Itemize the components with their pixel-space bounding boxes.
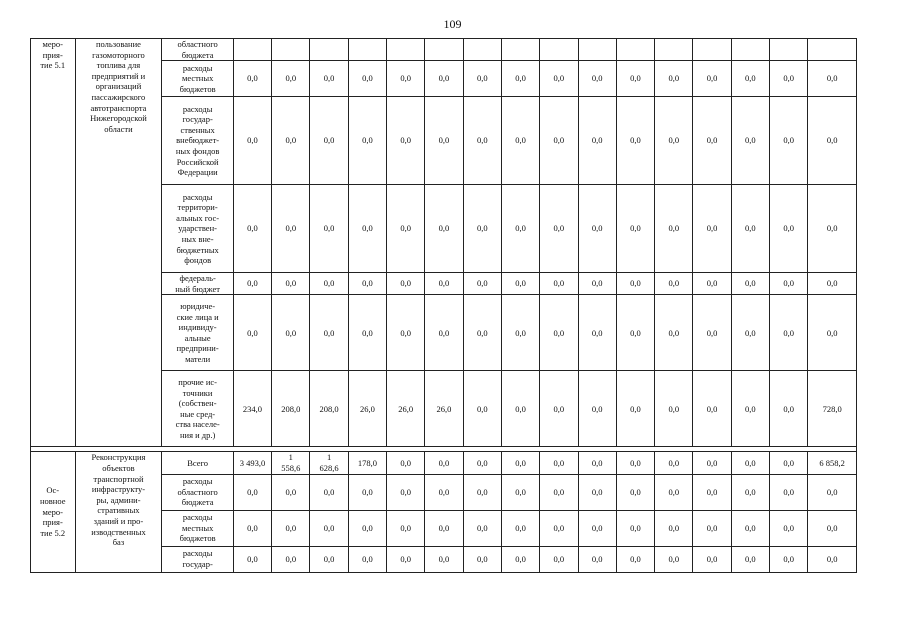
value-cell: 0,0: [272, 474, 310, 510]
value-cell: 0,0: [616, 61, 654, 97]
value-cell: [272, 39, 310, 61]
measure-cell: Ос- новное меро- прия- тие 5.2: [31, 452, 76, 572]
table-row: [31, 452, 857, 474]
funding-source-cell: областного бюджета: [162, 39, 233, 61]
value-cell: 0,0: [425, 546, 463, 572]
value-cell: 0,0: [808, 185, 857, 273]
value-cell: 0,0: [540, 295, 578, 371]
value-cell: 0,0: [501, 273, 539, 295]
value-cell: 0,0: [770, 273, 808, 295]
value-cell: [731, 39, 769, 61]
value-cell: 0,0: [770, 371, 808, 447]
value-cell: 0,0: [655, 510, 693, 546]
value-cell: 0,0: [387, 452, 425, 474]
value-cell: [655, 39, 693, 61]
value-cell: 0,0: [578, 97, 616, 185]
value-cell: 0,0: [578, 61, 616, 97]
value-cell: 0,0: [387, 273, 425, 295]
value-cell: 0,0: [540, 371, 578, 447]
value-cell: 208,0: [310, 371, 348, 447]
value-cell: 0,0: [655, 371, 693, 447]
value-cell: 0,0: [310, 61, 348, 97]
value-cell: 0,0: [540, 510, 578, 546]
value-cell: 0,0: [463, 185, 501, 273]
value-cell: 208,0: [272, 371, 310, 447]
value-cell: 0,0: [770, 295, 808, 371]
value-cell: 0,0: [463, 474, 501, 510]
value-cell: [387, 39, 425, 61]
value-cell: 0,0: [348, 97, 386, 185]
value-cell: 0,0: [616, 452, 654, 474]
value-cell: 0,0: [501, 452, 539, 474]
value-cell: 0,0: [578, 185, 616, 273]
value-cell: 0,0: [463, 546, 501, 572]
value-cell: 0,0: [501, 61, 539, 97]
value-cell: 0,0: [770, 474, 808, 510]
value-cell: 26,0: [348, 371, 386, 447]
value-cell: 0,0: [233, 474, 271, 510]
value-cell: 0,0: [616, 273, 654, 295]
page-number: 109: [443, 17, 462, 31]
value-cell: 0,0: [808, 61, 857, 97]
value-cell: 0,0: [731, 474, 769, 510]
value-cell: 0,0: [693, 546, 731, 572]
value-cell: 0,0: [693, 295, 731, 371]
value-cell: 234,0: [233, 371, 271, 447]
value-cell: 0,0: [310, 273, 348, 295]
value-cell: 0,0: [425, 97, 463, 185]
value-cell: 0,0: [693, 371, 731, 447]
value-cell: 0,0: [540, 474, 578, 510]
value-cell: 178,0: [348, 452, 386, 474]
value-cell: 0,0: [731, 97, 769, 185]
value-cell: 0,0: [731, 273, 769, 295]
value-cell: 0,0: [693, 61, 731, 97]
funding-source-cell: расходы государ-: [162, 546, 233, 572]
value-cell: 0,0: [272, 295, 310, 371]
funding-source-cell: расходы областного бюджета: [162, 474, 233, 510]
value-cell: 0,0: [501, 510, 539, 546]
value-cell: 0,0: [501, 97, 539, 185]
value-cell: 1 628,6: [310, 452, 348, 474]
value-cell: [540, 39, 578, 61]
value-cell: 0,0: [387, 510, 425, 546]
value-cell: 0,0: [425, 273, 463, 295]
value-cell: 0,0: [233, 61, 271, 97]
value-cell: 0,0: [616, 371, 654, 447]
value-cell: 0,0: [616, 474, 654, 510]
value-cell: 0,0: [233, 273, 271, 295]
value-cell: 0,0: [616, 546, 654, 572]
value-cell: 0,0: [425, 474, 463, 510]
value-cell: 0,0: [655, 546, 693, 572]
value-cell: 0,0: [655, 474, 693, 510]
value-cell: 0,0: [693, 452, 731, 474]
measure-name-cell: Реконструкция объектов транспортной инфраструкту- ры, админи- стративных зданий и про- изводственных баз: [75, 452, 162, 572]
value-cell: 0,0: [616, 295, 654, 371]
value-cell: 0,0: [463, 273, 501, 295]
value-cell: [310, 39, 348, 61]
value-cell: 0,0: [425, 295, 463, 371]
value-cell: 0,0: [655, 185, 693, 273]
value-cell: 0,0: [731, 546, 769, 572]
value-cell: 0,0: [616, 97, 654, 185]
value-cell: 1 558,6: [272, 452, 310, 474]
value-cell: 0,0: [348, 546, 386, 572]
value-cell: 0,0: [310, 474, 348, 510]
value-cell: 0,0: [578, 452, 616, 474]
value-cell: 0,0: [501, 295, 539, 371]
value-cell: 0,0: [770, 97, 808, 185]
value-cell: 0,0: [693, 97, 731, 185]
value-cell: 0,0: [463, 452, 501, 474]
funding-source-cell: расходы местных бюджетов: [162, 510, 233, 546]
value-cell: 0,0: [387, 61, 425, 97]
value-cell: 0,0: [348, 185, 386, 273]
value-cell: 0,0: [808, 97, 857, 185]
value-cell: 0,0: [655, 295, 693, 371]
value-cell: 6 858,2: [808, 452, 857, 474]
value-cell: 0,0: [272, 546, 310, 572]
value-cell: 0,0: [693, 273, 731, 295]
value-cell: 0,0: [770, 546, 808, 572]
value-cell: 0,0: [578, 546, 616, 572]
value-cell: 0,0: [770, 510, 808, 546]
value-cell: 0,0: [501, 371, 539, 447]
value-cell: 0,0: [731, 185, 769, 273]
value-cell: 26,0: [425, 371, 463, 447]
value-cell: 0,0: [272, 97, 310, 185]
value-cell: 0,0: [348, 61, 386, 97]
value-cell: 0,0: [578, 474, 616, 510]
value-cell: 0,0: [348, 295, 386, 371]
value-cell: 0,0: [731, 295, 769, 371]
value-cell: 0,0: [540, 452, 578, 474]
value-cell: 0,0: [655, 452, 693, 474]
value-cell: 0,0: [463, 371, 501, 447]
value-cell: 728,0: [808, 371, 857, 447]
funding-source-cell: прочие ис- точники (собствен- ные сред- ства населе- ния и др.): [162, 371, 233, 447]
value-cell: 0,0: [233, 546, 271, 572]
value-cell: [425, 39, 463, 61]
value-cell: [693, 39, 731, 61]
value-cell: 26,0: [387, 371, 425, 447]
value-cell: 0,0: [463, 295, 501, 371]
funding-source-cell: расходы местных бюджетов: [162, 61, 233, 97]
value-cell: 0,0: [233, 185, 271, 273]
measure-name-cell: пользование газомоторного топлива для предприятий и организаций пассажирского автотранспорта Нижегородской области: [75, 39, 162, 447]
value-cell: 0,0: [731, 510, 769, 546]
value-cell: 0,0: [387, 295, 425, 371]
value-cell: 0,0: [463, 61, 501, 97]
value-cell: 0,0: [387, 474, 425, 510]
value-cell: 0,0: [272, 273, 310, 295]
value-cell: 0,0: [387, 546, 425, 572]
value-cell: 0,0: [501, 185, 539, 273]
value-cell: 0,0: [578, 510, 616, 546]
value-cell: 0,0: [348, 510, 386, 546]
value-cell: 0,0: [463, 510, 501, 546]
value-cell: 0,0: [770, 61, 808, 97]
value-cell: [578, 39, 616, 61]
value-cell: 0,0: [425, 510, 463, 546]
value-cell: 0,0: [540, 273, 578, 295]
funding-source-cell: расходы территори- альных гос- ударствен- ных вне- бюджетных фондов: [162, 185, 233, 273]
value-cell: 0,0: [425, 61, 463, 97]
value-cell: [233, 39, 271, 61]
table-row: [31, 39, 857, 61]
value-cell: 0,0: [233, 510, 271, 546]
value-cell: 0,0: [310, 546, 348, 572]
value-cell: 0,0: [233, 97, 271, 185]
value-cell: 0,0: [578, 371, 616, 447]
value-cell: 0,0: [540, 97, 578, 185]
value-cell: 0,0: [310, 97, 348, 185]
value-cell: [348, 39, 386, 61]
value-cell: 0,0: [655, 61, 693, 97]
value-cell: 0,0: [233, 295, 271, 371]
value-cell: 0,0: [693, 510, 731, 546]
value-cell: 0,0: [616, 185, 654, 273]
value-cell: 0,0: [770, 452, 808, 474]
value-cell: 0,0: [501, 474, 539, 510]
funding-source-cell: юридиче- ские лица и индивиду- альные предприни- матели: [162, 295, 233, 371]
value-cell: 0,0: [540, 185, 578, 273]
value-cell: 0,0: [616, 510, 654, 546]
value-cell: 0,0: [731, 371, 769, 447]
value-cell: 0,0: [808, 273, 857, 295]
value-cell: 0,0: [808, 546, 857, 572]
value-cell: 0,0: [310, 185, 348, 273]
value-cell: 0,0: [731, 61, 769, 97]
value-cell: [616, 39, 654, 61]
value-cell: 0,0: [387, 97, 425, 185]
value-cell: 0,0: [731, 452, 769, 474]
value-cell: 0,0: [348, 273, 386, 295]
value-cell: 0,0: [770, 185, 808, 273]
value-cell: 0,0: [310, 510, 348, 546]
funding-table: [30, 38, 857, 573]
funding-source-cell: Всего: [162, 452, 233, 474]
funding-source-cell: расходы государ- ственных внебюджет- ных фондов Российской Федерации: [162, 97, 233, 185]
value-cell: 0,0: [272, 61, 310, 97]
value-cell: 0,0: [578, 295, 616, 371]
value-cell: 0,0: [272, 510, 310, 546]
value-cell: 0,0: [463, 97, 501, 185]
value-cell: 0,0: [655, 273, 693, 295]
value-cell: 0,0: [808, 510, 857, 546]
value-cell: 0,0: [540, 61, 578, 97]
value-cell: 0,0: [425, 452, 463, 474]
value-cell: 0,0: [272, 185, 310, 273]
measure-cell: меро- прия- тие 5.1: [31, 39, 76, 447]
value-cell: [808, 39, 857, 61]
value-cell: [770, 39, 808, 61]
value-cell: [463, 39, 501, 61]
value-cell: 0,0: [693, 474, 731, 510]
value-cell: 0,0: [501, 546, 539, 572]
value-cell: [501, 39, 539, 61]
value-cell: 0,0: [693, 185, 731, 273]
value-cell: 0,0: [387, 185, 425, 273]
value-cell: 0,0: [655, 97, 693, 185]
funding-source-cell: федераль- ный бюджет: [162, 273, 233, 295]
value-cell: 0,0: [348, 474, 386, 510]
value-cell: 0,0: [310, 295, 348, 371]
value-cell: 0,0: [808, 295, 857, 371]
value-cell: 0,0: [425, 185, 463, 273]
value-cell: 0,0: [578, 273, 616, 295]
value-cell: 0,0: [808, 474, 857, 510]
value-cell: 0,0: [540, 546, 578, 572]
value-cell: 3 493,0: [233, 452, 271, 474]
